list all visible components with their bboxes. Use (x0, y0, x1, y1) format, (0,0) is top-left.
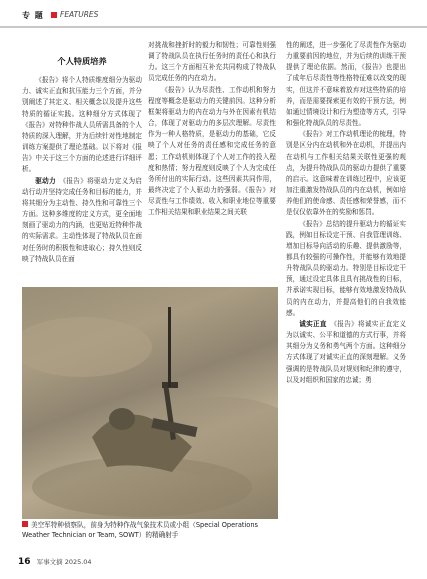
paragraph-integrity (286, 319, 406, 386)
subhead-integrity: 诚实正直 (299, 319, 327, 328)
sniper-photo (22, 287, 278, 519)
subhead-drive: 驱动力 (35, 176, 56, 185)
page-footer (18, 557, 92, 567)
paragraph-drive (22, 176, 142, 265)
paragraph-continued: 对挑战和挫折时的毅力和韧性；可靠性则强调了特战队员在执行任务时的责任心和执行力。这三个方面相互补充共同构成了特战队员完成任务的内在动力。 (148, 41, 276, 83)
paragraph-drive-text: 《报告》将驱动力定义为启动行动并坚持完成任务和目标的能力，并将其细分为主动性、持久性和可靠性三个方面。这种多维度的定义方式，更全面地刻画了驱动力的内涵，也更贴近特种作战的实际需求。主动性体现了特战队员在面对任务时的积极性和进取心；持久性则反映了特战队员在面 (22, 176, 143, 263)
journal-name: 军事文摘 (36, 558, 63, 566)
column-right (286, 40, 406, 386)
page-number: 16 (18, 557, 31, 567)
caption-text: 美空军特种侦察队，前身为特种作战气象技术员或小组（Special Operations Weather Technician or Team, SOWT）的精确射手 (22, 521, 258, 539)
paragraph-motivation: 《报告》对工作动机理论的梳理，特别是区分内在动机和外在动机，并提出内在动机与工作相关结果关联性更强的观点，为提升特战队员的驱动力提供了重要的启示。这意味着在训练过程中，应该更加注重激发特战队员的内在动机，例如培养他们的使命感、责任感和荣誉感，而不是仅仅依靠外在的奖励和惩罚。 (286, 130, 406, 217)
section-label-en: FEATURES (60, 10, 99, 19)
section-title: 个人特质培养 (57, 56, 107, 66)
section-label: 专 题 (22, 11, 44, 20)
paragraph-continued-2: 性的阐述，进一步强化了尽责性作为驱动力重要前因的地位，并为后续的训练干预提供了理论依据。然而，《报告》也提出了成年后尽责性等性格特征难以改变的现实，但这并不意味着放弃对这些特质的培养，而是需要探索更有效的干预方法，例如通过情境设计和行为塑造等方式，引导和强化特战队员的尽责性。 (286, 41, 406, 128)
column-middle (148, 40, 276, 219)
paragraph-evidence: 《报告》总结的提升驱动力的循证实践，例如目标设定干预、自我管理训练、增加目标导向活动的乐趣、提供激励等，都具有较强的可操作性，并能够有效地提升特战队员的驱动力。特别是目标设定干预，通过设定具体且具有挑战性的目标，并承诺实现目标，能够有效地激发特战队员的内在动力，并提高他们的自我效能感。 (286, 219, 406, 317)
column-left (22, 40, 142, 265)
caption-marker-square (22, 521, 28, 527)
photo-caption (22, 520, 278, 540)
section-marker-square (51, 12, 57, 18)
header-rule (0, 26, 427, 28)
issue-number: 2025.04 (64, 558, 92, 566)
paragraph-integrity-text: 《报告》将诚实正直定义为以诚实、公平和道德的方式行事，并将其细分为义务和勇气两个方面。这种细分方式体现了对诚实正直的深刻理解。义务强调的是特战队员对规则和纪律的遵守，以及对组织和国家的忠诚；勇 (286, 319, 407, 384)
paragraph-antecedents: 《报告》认为尽责性、工作动机和努力程度等概念是驱动力的关键前因。这种分析框架将驱动力的内在动力与外在因素有机结合，体现了对驱动力的多层次理解。尽责性作为一种人格特质，是驱动力的基础，它反映了个人对任务的责任感和完成任务的意愿；工作动机则体现了个人对工作的投入程度和热情；努力程度则反映了个人为完成任务所付出的实际行动。这些因素共同作用，最终决定了个人驱动力的强弱。《报告》对尽责性与工作绩效、收入和职业地位等重要工作相关结果和职业结果之间关联 (148, 85, 276, 217)
page-header (0, 0, 427, 30)
photo-illustration (22, 287, 278, 519)
paragraph-intro: 《报告》将个人特质维度细分为驱动力、诚实正直和抗压能力三个方面，并分别阐述了其定义、相关概念以及提升这些特质的循证实践。这种细分方式体现了《报告》对特种作战人员所需具备的个人特质的深入理解，并为后续针对性地制定训练方案提供了理论基础。以下将对《报告》中关于这三个方面的论述进行详细评析。 (22, 76, 142, 174)
